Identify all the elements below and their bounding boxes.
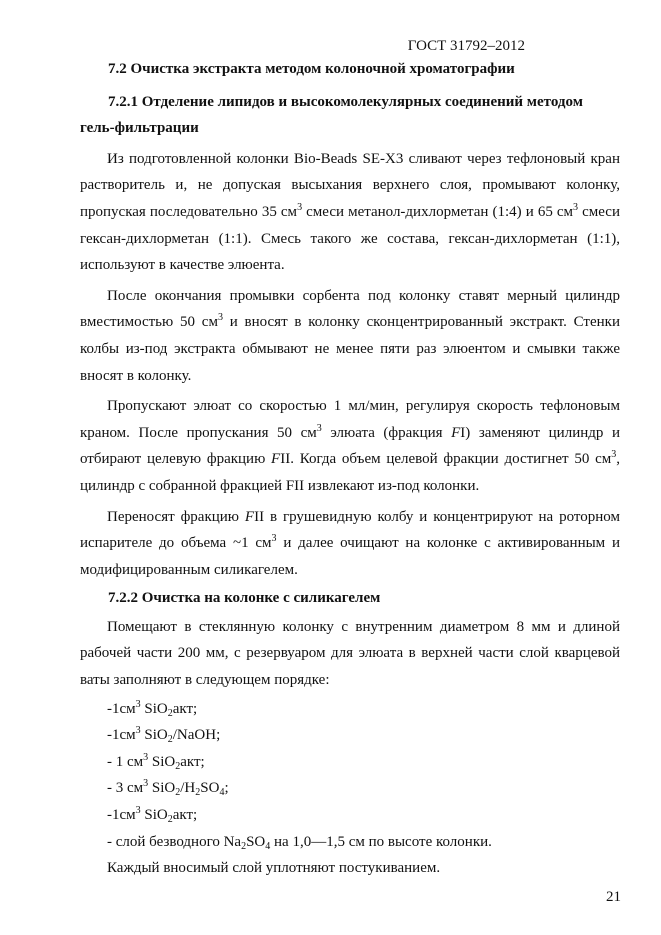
list-item: - 1 $см^3$ SiO$_2$акт; [107, 751, 205, 772]
page-content [80, 56, 620, 882]
section-7-2-1-title: 7.2.1 Отделение липидов и высокомолекулярных соединений методом гель-фильтрации [80, 93, 583, 137]
list-item: - 3 $см^3$ $SiO_2/H_2SO_4$; [107, 778, 229, 799]
paragraph: Переносят фракцию FII в грушевидную колбу и концентрируют на роторном испарителе до объема ~1 $см^3$ и далее очищают на колонке с активированным и модифицированным силикагелем. [80, 508, 620, 578]
paragraph: Пропускают элюат со скоростью 1 мл/мин, регулируя скорость тефлоновым краном. После пропускания 50 $см^3$ элюата (фракция FI) заменяют цилиндр и отбирают целевую фракцию FII. Когда объем целевой фракции достигнет 50 $см^3$, цилиндр с собранной фракцией FII извлекают из-под колонки. [80, 398, 620, 494]
section-7-2-2-title: 7.2.2 Очистка на колонке с силикагелем [108, 590, 381, 607]
list-item: $-1см^3$ SiO$_2$/NaOH; [107, 725, 221, 746]
standard-header: ГОСТ 31792–2012 [407, 38, 525, 54]
paragraph: После окончания промывки сорбента под колонку ставят мерный цилиндр вместимостью 50 $см^3$ и вносят в колонку сконцентрированный экстракт. Стенки колбы из-под экстракта обмывают не менее пяти раз элюентом и смывки также вносят в колонку. [80, 287, 620, 384]
paragraph: Помещают в стеклянную колонку с внутренним диаметром 8 мм и длиной рабочей части 200 мм, с резервуаром для элюата в верхней части слой кварцевой ваты заполняют в следующем порядке: [80, 618, 620, 689]
list-item: $-1см^3$ SiO$_2$акт; [107, 698, 198, 719]
paragraph: Из подготовленной колонки Bio-Beads SE-X3 сливают через тефлоновый кран растворитель и, не допуская высыхания верхнего слоя, промывают колонку, пропуская последовательно 35 $см^3$ смеси метанол-дихлорметан (1:4) и 65 $см^3$ смеси гексан-дихлорметан (1:1). Смесь такого же состава, гексан-дихлорметан (1:1), используют в качестве элюента. [80, 150, 620, 274]
section-7-2-title: 7.2 Очистка экстракта методом колоночной хроматографии [108, 61, 515, 77]
list-item: - слой безводного $Na_2SO_4$ на 1,0—1,5 см по высоте колонки. [107, 833, 492, 852]
list-item: $-1см^3$ SiO$_2$акт; [107, 805, 198, 826]
closing-paragraph: Каждый вносимый слой уплотняют постукиванием. [107, 860, 441, 877]
page-number: 21 [606, 889, 621, 905]
